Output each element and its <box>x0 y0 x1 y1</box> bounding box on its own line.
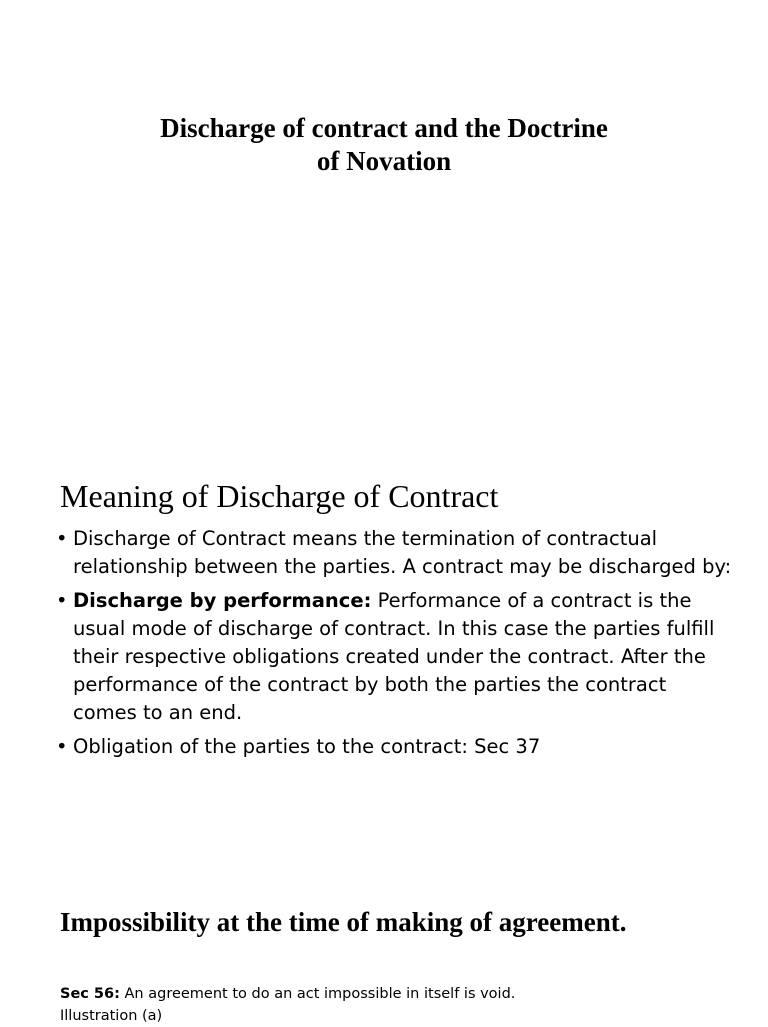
bullet-marker: • <box>56 527 68 550</box>
bullet-item <box>56 733 736 761</box>
bullet-text: Obligation of the parties to the contract: Sec 37 <box>73 735 541 758</box>
bullet-bold-label: Discharge by performance: <box>73 589 372 612</box>
bullet-text: Performance of a contract is the usual mode of discharge of contract. In this case the parties fulfill their respective obligations created under the contract. After the performance of the contract by both the parties the contract comes to an end. <box>73 589 715 724</box>
bullet-item <box>56 587 736 727</box>
slide-1-title <box>84 112 684 178</box>
bullet-marker: • <box>56 589 68 612</box>
slide-3 <box>0 860 768 1024</box>
bullet-list <box>56 525 736 767</box>
illustration-label: Illustration (a) <box>60 1008 163 1024</box>
slide-1 <box>0 0 768 420</box>
slide-2-title: Meaning of Discharge of Contract <box>60 478 499 514</box>
slide-1-title-line-2: of Novation <box>316 146 452 176</box>
section-label: Sec 56: <box>60 986 120 1002</box>
slide-1-title-line-1: Discharge of contract and the Doctrine <box>160 113 608 143</box>
bullet-item <box>56 525 736 581</box>
slide-2 <box>0 420 768 860</box>
slide-3-title: Impossibility at the time of making of agreement. <box>60 907 627 937</box>
bullet-text: Discharge of Contract means the termination of contractual relationship between the parties. A contract may be discharged by: <box>73 527 732 578</box>
section-text: An agreement to do an act impossible in itself is void. <box>119 986 516 1002</box>
slide-3-body <box>60 983 740 1027</box>
bullet-marker: • <box>56 735 68 758</box>
